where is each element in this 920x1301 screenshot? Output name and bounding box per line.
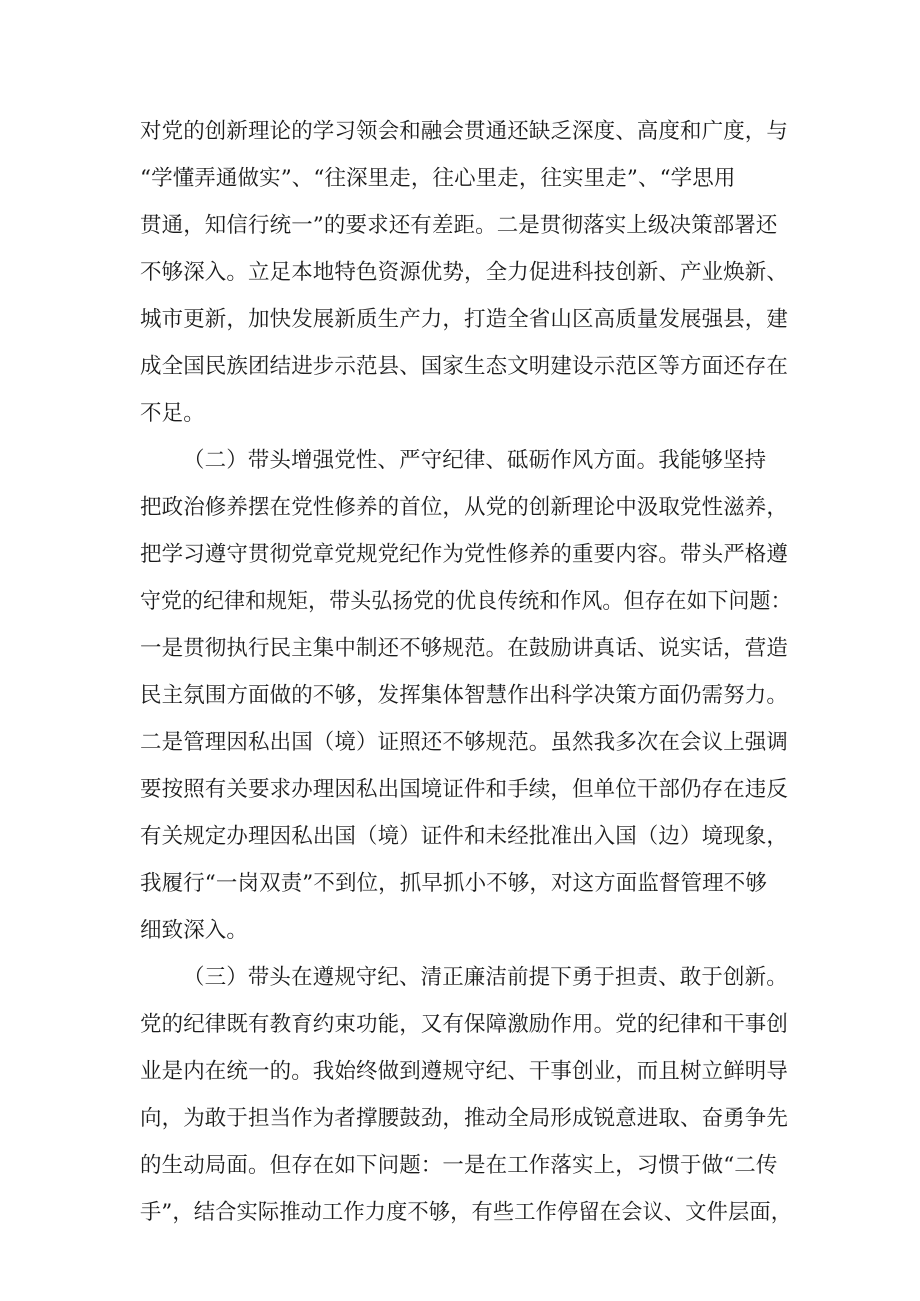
text-line: 把政治修养摆在党性修养的首位，从党的创新理论中汲取党性滋养， [140,495,789,520]
text-line: 对党的创新理论的学习领会和融会贯通还缺乏深度、高度和广度，与 [140,119,789,144]
text-line: 一是贯彻执行民主集中制还不够规范。在鼓励讲真话、说实话，营造 [140,636,789,661]
text-line: 守党的纪律和规矩，带头弘扬党的优良传统和作风。但存在如下问题： [140,589,792,614]
section-heading-line: （三）带头在遵规守纪、清正廉洁前提下勇于担责、敢于创新。 [183,965,788,990]
text-line: 有关规定办理因私出国（境）证件和未经批准出入国（边）境现象， [140,824,789,849]
text-line: 二是管理因私出国（境）证照还不够规范。虽然我多次在会议上强调 [140,730,789,755]
text-line: 业是内在统一的。我始终做到遵规守纪、干事创业，而且树立鲜明导 [140,1059,789,1084]
text-line: 我履行“一岗双责”不到位，抓早抓小不够，对这方面监督管理不够 [140,871,767,896]
text-line: 向，为敢于担当作为者撑腰鼓劲，推动全局形成锐意进取、奋勇争先 [140,1106,789,1131]
text-line: 民主氛围方面做的不够，发挥集体智慧作出科学决策方面仍需努力。 [140,683,789,708]
text-line: 手”，结合实际推动工作力度不够，有些工作停留在会议、文件层面， [140,1200,793,1225]
text-line: “学懂弄通做实”、“往深里走，往心里走，往实里走”、“学思用 [140,166,736,191]
text-line: 把学习遵守贯彻党章党规党纪作为党性修养的重要内容。带头严格遵 [140,542,789,567]
text-line: 成全国民族团结进步示范县、国家生态文明建设示范区等方面还存在 [140,354,789,379]
text-line: 不足。 [140,401,205,426]
text-line: 要按照有关要求办理因私出国境证件和手续，但单位干部仍存在违反 [140,777,789,802]
text-line: 城市更新，加快发展新质生产力，打造全省山区高质量发展强县，建 [140,307,789,332]
text-line: 党的纪律既有教育约束功能，又有保障激励作用。党的纪律和干事创 [140,1012,789,1037]
section-heading-line: （二）带头增强党性、严守纪律、砥砺作风方面。我能够坚持 [183,448,767,473]
text-line: 的生动局面。但存在如下问题：一是在工作落实上，习惯于做“二传 [140,1153,778,1178]
text-line: 细致深入。 [140,918,249,943]
text-line: 贯通，知信行统一”的要求还有差距。二是贯彻落实上级决策部署还 [140,213,778,238]
text-line: 不够深入。立足本地特色资源优势，全力促进科技创新、产业焕新、 [140,260,789,285]
